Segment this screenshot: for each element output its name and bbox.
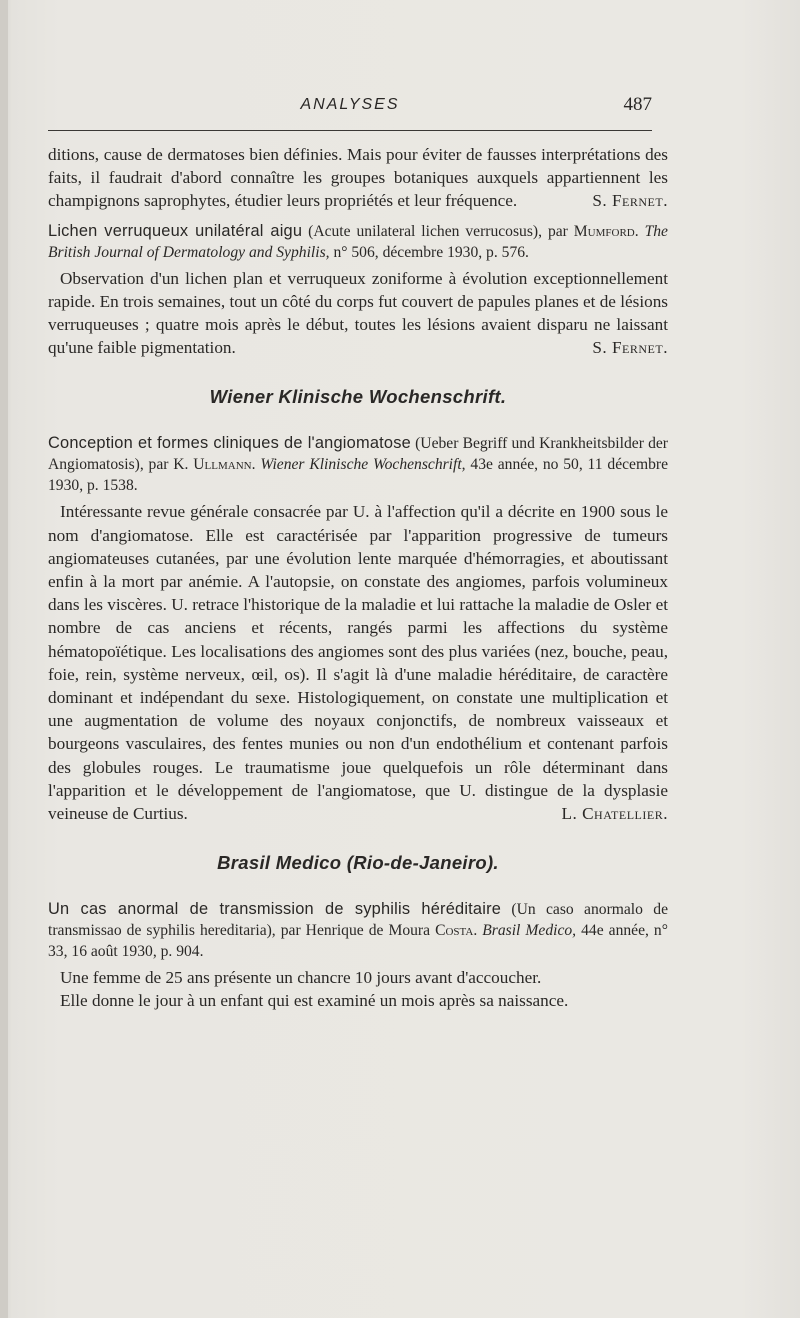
- citation-ref: n° 506, décembre 1930, p. 576.: [333, 243, 529, 261]
- continued-paragraph: [48, 143, 668, 213]
- abstract-entry-angiomatose: [48, 433, 668, 496]
- paragraph-text: ditions, cause de dermatoses bien définies. Mais pour éviter de fausses interprétations des faits, il faudrait d'abord connaître les groupes botaniques auxquels appartiennent les champignons saprophytes, étudier leurs propriétés et leur fréquence.: [48, 145, 668, 211]
- page-content: [48, 143, 668, 1013]
- entry-author: K. Ullmann.: [173, 456, 256, 474]
- entry-author: Costa.: [435, 922, 478, 940]
- entry-body-text: Intéressante revue générale consacrée par U. à l'affection qu'il a décrite en 1900 sous le nom d'angiomatose. Elle est caractérisée par l'apparition progressive de tumeurs angiomateuses cutanées, par une évolution lente marquée d'hémorragies, et aboutissant enfin à la mort par anémie. A l'autopsie, on constate des angiomes, parfois volumineux dans les viscères. U. retrace l'historique de la maladie et lui rattache la maladie de Osler et nombre de cas anciens et récents, rangés parmi les affections du système hématopoïétique. Les localisations des angiomes sont des plus variées (nez, bouche, peau, foie, rein, système nerveux, œil, os). Il s'agit là d'une maladie héréditaire, de caractère dominant et indépendant du sexe. Histologiquement, on constate une multiplication et une augmentation de volume des noyaux conjonctifs, de nombreux vaisseaux et bourgeons vasculaires, des fentes munies ou non d'un endothélium et contenant parfois des globules rouges. Le traumatisme joue quelquefois un rôle déterminant dans l'apparition et le développement de l'angiomatose, que U. distingue de la dysplasie veineuse de Curtius.: [48, 502, 668, 824]
- entry-author: Mumford.: [573, 222, 639, 240]
- author-signature: S. Fernet.: [592, 338, 668, 358]
- entry-title: Conception et formes cliniques de l'angiomatose: [48, 434, 411, 453]
- citation-ref: 43e année, no 50, 11 décembre 1930, p. 1538.: [48, 456, 668, 495]
- entry-body-text: Observation d'un lichen plan et verruqueux zoniforme à évolution exceptionnellement rapide. En trois semaines, tout un côté du corps fut couvert de papules planes et de lésions verruqueuses ; quatre mois après le début, toutes les lésions avaient disparu ne laissant qu'une faible pigmentation.: [48, 268, 668, 358]
- original-title: (Un caso anormalo de transmissao de syphilis hereditaria), par Henrique de Moura: [48, 901, 668, 940]
- citation-ref: 44e année, n° 33, 16 août 1930, p. 904.: [48, 922, 668, 961]
- page-gutter-shadow: [0, 0, 8, 1318]
- author-signature: S. Fernet.: [592, 191, 668, 211]
- entry-body: Une femme de 25 ans présente un chancre 10 jours avant d'accoucher.: [60, 968, 542, 988]
- entry-body: [48, 500, 668, 825]
- entry-body: [48, 267, 668, 360]
- entry-title: Un cas anormal de transmission de syphilis héréditaire: [48, 900, 502, 919]
- journal-name: The British Journal of Dermatology and Syphilis,: [48, 222, 668, 261]
- entry-body: Elle donne le jour à un enfant qui est examiné un mois après sa naissance.: [60, 991, 569, 1011]
- original-title: (Acute unilateral lichen verrucosus),: [308, 222, 542, 240]
- journal-name: Brasil Medico,: [482, 922, 577, 940]
- page-number: 487: [623, 94, 652, 115]
- page-header: [48, 96, 652, 120]
- entry-title: Lichen verruqueux unilatéral aigu: [48, 221, 303, 240]
- journal-name: Wiener Klinische Wochenschrift,: [260, 456, 466, 474]
- section-heading-brasil: Brasil Medico (Rio-de-Janeiro).: [217, 852, 499, 874]
- section-heading-wiener: Wiener Klinische Wochenschrift.: [209, 386, 507, 408]
- abstract-entry-lichen: [48, 221, 668, 263]
- author-signature: L. Chatellier.: [561, 804, 668, 824]
- header-rule: [48, 130, 652, 131]
- original-title: (Ueber Begriff und Krankheitsbilder der Angiomatosis), par: [48, 435, 668, 474]
- abstract-entry-syphilis: [48, 899, 668, 962]
- par-word: par: [547, 222, 568, 240]
- running-title: ANALYSES: [300, 96, 400, 113]
